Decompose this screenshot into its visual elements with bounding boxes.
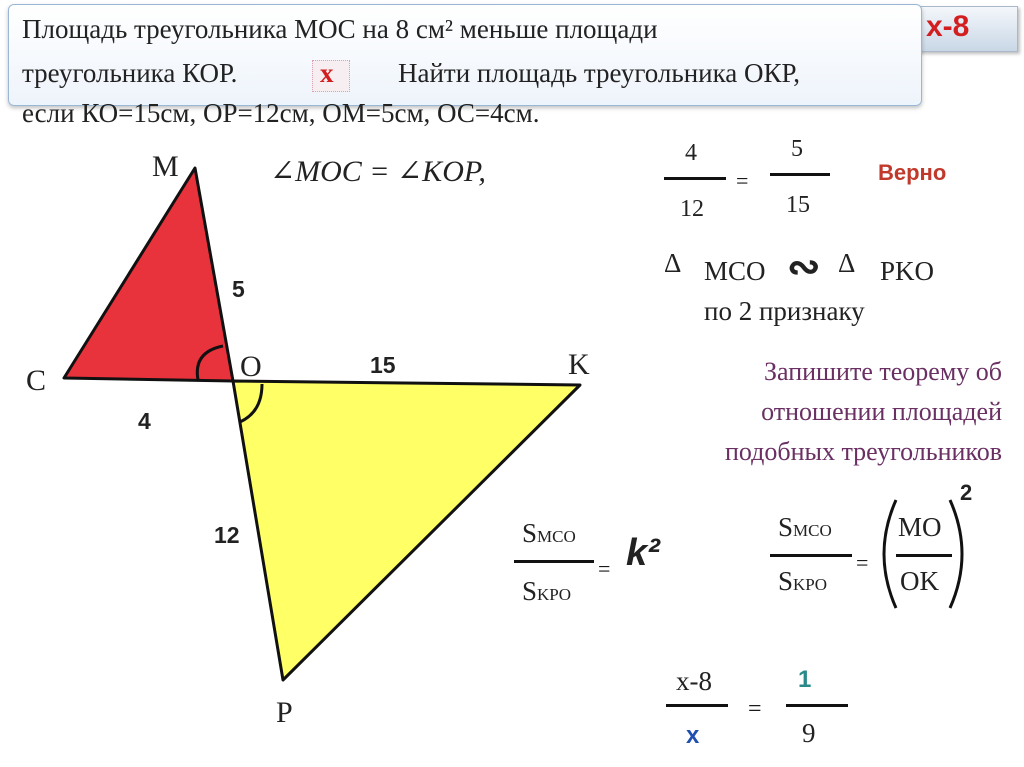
- f1-k-squared: k²: [626, 532, 660, 574]
- f2-bottom: [778, 566, 827, 597]
- verdict-correct: Верно: [878, 160, 947, 185]
- problem-line-3: если КО=15см, ОР=12см, ОМ=5см, ОС=4см.: [22, 98, 540, 128]
- angle-equality: ∠MOC = ∠KOP,: [270, 155, 486, 188]
- problem-line-2a: треугольника КОР.: [22, 58, 238, 88]
- f2-num: MO: [898, 512, 942, 542]
- similar-left: MCO: [704, 256, 766, 286]
- delta-right: Δ: [838, 248, 856, 278]
- length-op: 12: [214, 522, 240, 548]
- label-o: O: [240, 350, 262, 383]
- f1-s-top: S: [522, 518, 538, 548]
- final-bar-left: [666, 704, 728, 707]
- f1-equals: =: [598, 556, 611, 581]
- f2-inner-bar: [896, 554, 952, 557]
- f1-sub-top: MCO: [537, 527, 576, 546]
- similar-right: PKO: [880, 256, 935, 286]
- triangle-moc: [64, 168, 233, 381]
- f2-bar: [770, 554, 852, 557]
- delta-left: Δ: [664, 248, 682, 278]
- label-c: C: [26, 364, 47, 397]
- hint-line-1: Запишите теорему об: [763, 357, 1002, 386]
- f1-sub-bottom: KPO: [537, 585, 572, 604]
- length-om: 5: [232, 276, 245, 302]
- final-rnum: 1: [798, 666, 812, 693]
- f1-bar: [514, 560, 594, 563]
- ratio-bar-2: [770, 173, 830, 176]
- final-den-x: x: [686, 722, 700, 749]
- final-bar-right: [786, 704, 848, 707]
- problem-x-mark: x: [320, 58, 334, 88]
- ratio-equals: =: [736, 168, 749, 193]
- f2-sub-bottom: KPO: [793, 575, 828, 594]
- length-oc: 4: [138, 408, 151, 434]
- f1-bottom: [522, 576, 571, 607]
- f1-top: [522, 518, 576, 549]
- f2-s-top: S: [778, 512, 794, 542]
- label-k: K: [568, 348, 590, 381]
- hint-line-2: отношении площадей: [761, 397, 1002, 426]
- f2-top: [778, 512, 832, 543]
- length-ok: 15: [370, 352, 396, 378]
- ratio-den-2: 15: [786, 192, 810, 218]
- f1-s-bottom: S: [522, 576, 538, 606]
- final-num: x-8: [676, 666, 712, 696]
- label-p: P: [276, 696, 293, 729]
- similarity-reason: по 2 признаку: [704, 296, 865, 326]
- f2-den: OK: [900, 566, 939, 596]
- problem-line-1: Площадь треугольника MOC на 8 см² меньше площади: [22, 14, 658, 44]
- ratio-num-2: 5: [791, 136, 803, 162]
- f2-s-bottom: S: [778, 566, 794, 596]
- ratio-bar-1: [664, 177, 726, 180]
- hint-line-3: подобных треугольников: [725, 437, 1002, 466]
- final-rden: 9: [802, 718, 816, 748]
- f2-power: 2: [960, 480, 973, 505]
- label-m: M: [152, 150, 179, 183]
- final-equals: =: [748, 696, 762, 722]
- problem-line-2b: Найти площадь треугольника ОКР,: [398, 58, 800, 88]
- ratio-num-1: 4: [685, 140, 697, 166]
- corner-tag: x-8: [926, 10, 970, 43]
- similar-sign: ∾: [787, 244, 821, 289]
- f2-equals: =: [856, 550, 869, 575]
- ratio-den-1: 12: [680, 196, 704, 222]
- f2-sub-top: MCO: [793, 521, 832, 540]
